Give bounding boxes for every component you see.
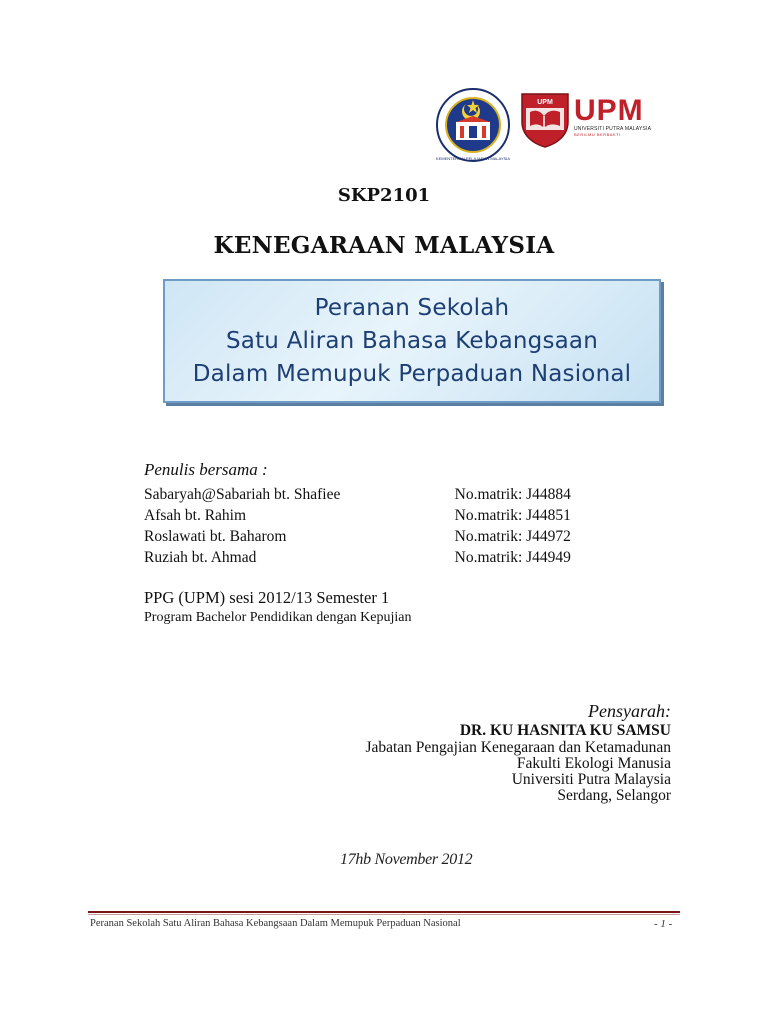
upm-wordmark (574, 96, 654, 142)
author-row (144, 484, 614, 505)
lecturer-university: Universiti Putra Malaysia (511, 771, 671, 788)
author-name: Afsah bt. Rahim (144, 507, 247, 524)
title-line-2: Satu Aliran Bahasa Kebangsaan (226, 327, 598, 354)
author-matrik: No.matrik: J44949 (454, 549, 571, 566)
footer-page-number: - 1 - (654, 918, 673, 930)
author-name: Roslawati bt. Baharom (144, 528, 287, 545)
authors-section (144, 460, 614, 568)
lecturer-section (365, 700, 671, 804)
course-title: KENEGARAAN MALAYSIA (213, 232, 555, 259)
program-session: PPG (UPM) sesi 2012/13 Semester 1 (144, 588, 390, 607)
upm-tagline: UNIVERSITI PUTRA MALAYSIA (574, 126, 652, 132)
author-row (144, 526, 614, 547)
submission-date: 17hb November 2012 (340, 851, 473, 868)
kpm-logo-icon (436, 86, 510, 164)
author-row (144, 547, 614, 568)
footer-divider-thin (88, 914, 680, 915)
lecturer-name: DR. KU HASNITA KU SAMSU (459, 722, 671, 739)
author-matrik: No.matrik: J44884 (454, 486, 571, 503)
upm-wordmark-text: UPM (574, 94, 644, 127)
lecturer-department: Jabatan Pengajian Kenegaraan dan Ketamadunan (365, 739, 671, 756)
author-row (144, 505, 614, 526)
lecturer-faculty: Fakulti Ekologi Manusia (516, 755, 671, 772)
title-line-1: Peranan Sekolah (314, 294, 510, 321)
upm-motto: BERILMU BERBAKTI (574, 132, 621, 137)
kpm-ring-text: KEMENTERIAN PELAJARAN MALAYSIA (436, 156, 510, 161)
author-name: Ruziah bt. Ahmad (144, 549, 257, 566)
lecturer-role: Pensyarah: (588, 701, 671, 721)
document-title-box (163, 279, 661, 403)
author-matrik: No.matrik: J44851 (454, 507, 571, 524)
authors-heading: Penulis bersama : (144, 460, 268, 479)
footer-running-title: Peranan Sekolah Satu Aliran Bahasa Kebangsaan Dalam Memupuk Perpaduan Nasional (90, 918, 461, 929)
title-line-3: Dalam Memupuk Perpaduan Nasional (192, 360, 632, 387)
upm-shield-text: UPM (537, 99, 553, 106)
program-section (144, 587, 411, 627)
header-logos (436, 86, 656, 166)
course-code: SKP2101 (337, 185, 431, 206)
program-degree: Program Bachelor Pendidikan dengan Kepujian (144, 610, 412, 625)
author-matrik: No.matrik: J44972 (454, 528, 571, 545)
lecturer-location: Serdang, Selangor (557, 787, 671, 804)
upm-shield-icon (520, 92, 570, 148)
author-name: Sabaryah@Sabariah bt. Shafiee (144, 486, 341, 503)
footer-divider (88, 911, 680, 913)
